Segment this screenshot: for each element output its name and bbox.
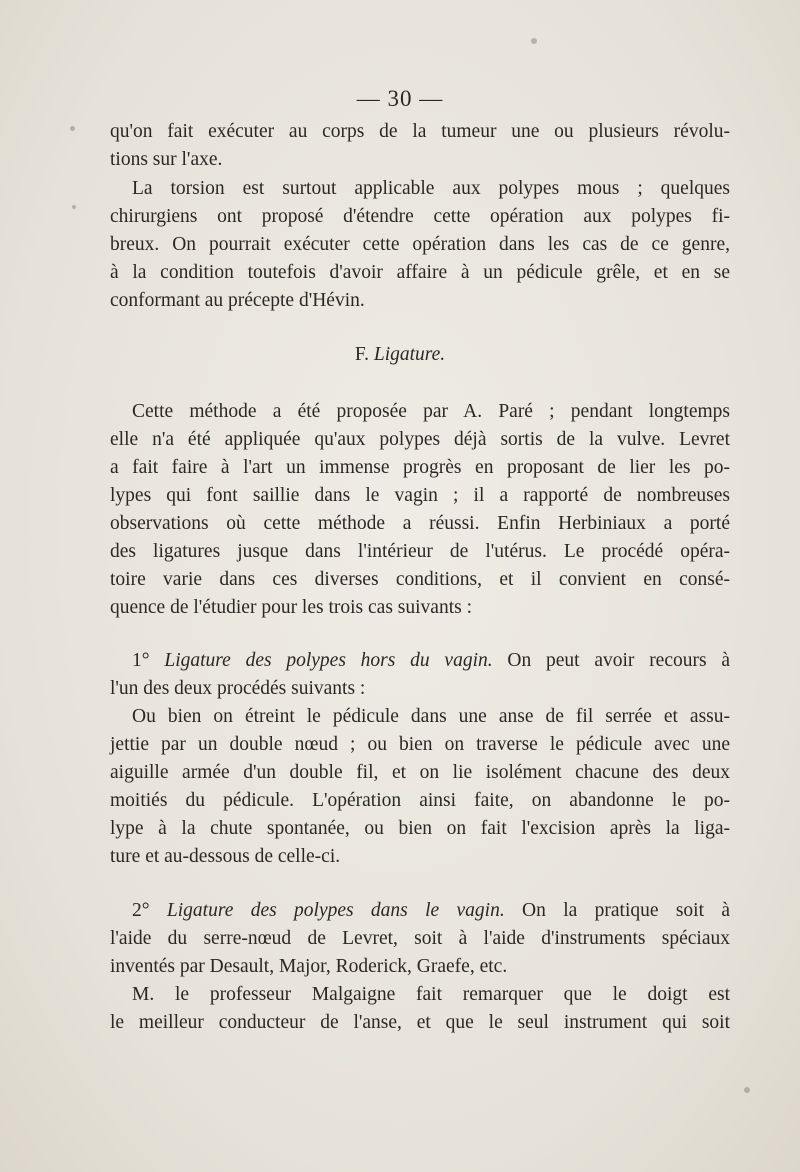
text-line: inventés par Desault, Major, Roderick, Graefe, etc.	[110, 956, 508, 977]
text-line: quence de l'étudier pour les trois cas suivants :	[110, 597, 472, 618]
heading-letter: F.	[354, 344, 369, 365]
paper-speck	[531, 38, 537, 44]
paper-speck	[70, 126, 75, 131]
text-line: qu'on fait exécuter au corps de la tumeur une ou plusieurs révolu-	[110, 121, 730, 142]
text-line: a fait faire à l'art un immense progrès en proposant de lier les po-	[110, 457, 730, 478]
item-heading-line	[132, 648, 730, 674]
item-number: 1°	[132, 650, 150, 671]
text-line: M. le professeur Malgaigne fait remarquer que le doigt est	[132, 984, 730, 1005]
item-text: On la pratique soit à	[522, 900, 731, 921]
text-line: lype à la chute spontanée, ou bien on fait l'excision après la liga-	[110, 818, 730, 839]
item-heading-line	[132, 898, 730, 924]
text-line: des ligatures jusque dans l'intérieur de l'utérus. Le procédé opéra-	[110, 541, 730, 562]
text-line: aiguille armée d'un double fil, et on lie isolément chacune des deux	[110, 762, 730, 783]
text-line: à la condition toutefois d'avoir affaire à un pédicule grêle, et en se	[110, 262, 730, 283]
text-line: ture et au-dessous de celle-ci.	[110, 846, 341, 867]
text-line: tions sur l'axe.	[110, 149, 223, 170]
text-line: moitiés du pédicule. L'opération ainsi faite, on abandonne le po-	[110, 790, 730, 811]
item-number: 2°	[132, 900, 150, 921]
item-text: On peut avoir recours à	[507, 650, 731, 671]
text-line: La torsion est surtout applicable aux polypes mous ; quelques	[132, 178, 730, 199]
text-line: jettie par un double nœud ; ou bien on traverse le pédicule avec une	[110, 734, 730, 755]
text-line: breux. On pourrait exécuter cette opération dans les cas de ce genre,	[110, 234, 730, 255]
item-title: Ligature des polypes hors du vagin.	[164, 650, 493, 671]
page-number: — 30 —	[356, 86, 444, 111]
paper-speck	[72, 205, 76, 209]
text-line: l'un des deux procédés suivants :	[110, 678, 366, 699]
text-line: Ou bien on étreint le pédicule dans une anse de fil serrée et assu-	[132, 706, 730, 727]
text-line: l'aide du serre-nœud de Levret, soit à l'aide d'instruments spéciaux	[110, 928, 730, 949]
heading-title: Ligature.	[373, 344, 446, 365]
text-line: toire varie dans ces diverses conditions, et il convient en consé-	[110, 569, 730, 590]
text-line: lypes qui font saillie dans le vagin ; il a rapporté de nombreuses	[110, 485, 730, 506]
text-line: elle n'a été appliquée qu'aux polypes déjà sortis de la vulve. Levret	[110, 429, 730, 450]
paper-speck	[744, 1087, 750, 1093]
text-line: conformant au précepte d'Hévin.	[110, 290, 365, 311]
text-line: le meilleur conducteur de l'anse, et que le seul instrument qui soit	[110, 1012, 730, 1033]
text-line: Cette méthode a été proposée par A. Paré ; pendant longtemps	[132, 401, 730, 422]
text-line: chirurgiens ont proposé d'étendre cette opération aux polypes fi-	[110, 206, 730, 227]
text-line: observations où cette méthode a réussi. Enfin Herbiniaux a porté	[110, 513, 730, 534]
item-title: Ligature des polypes dans le vagin.	[166, 900, 505, 921]
section-heading	[0, 344, 800, 366]
